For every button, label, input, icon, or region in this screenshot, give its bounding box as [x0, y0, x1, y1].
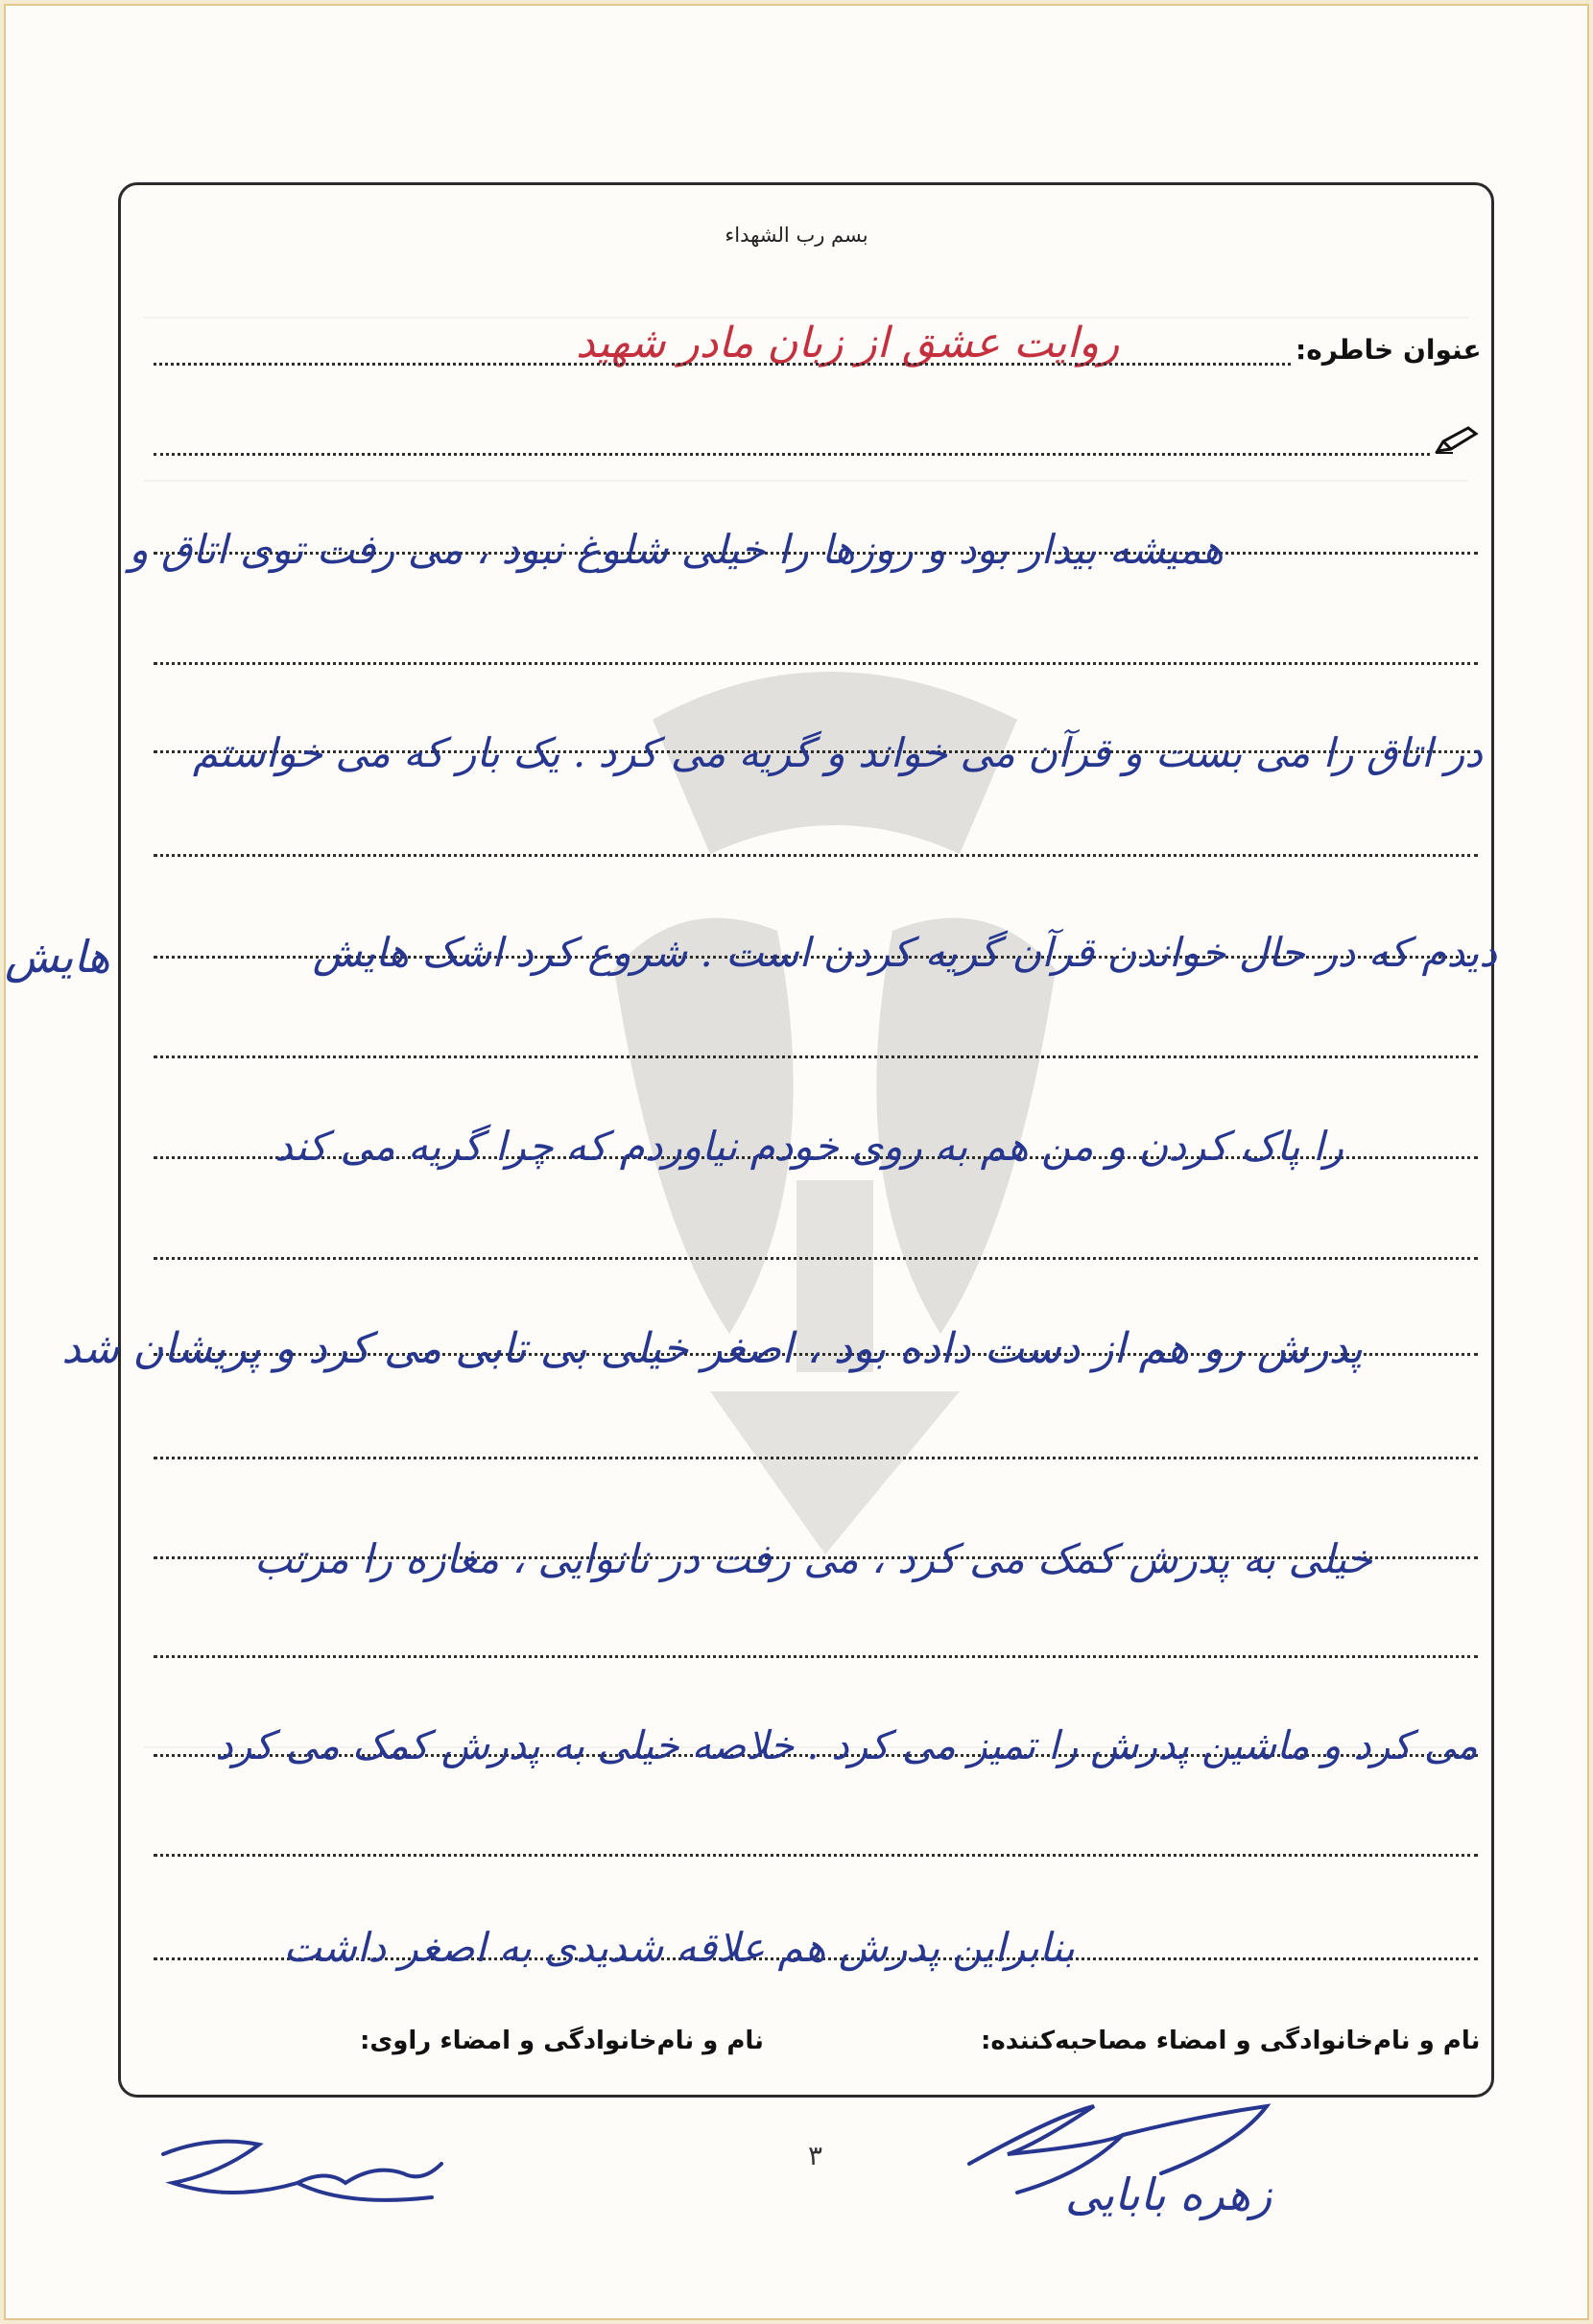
handwritten-line-7: می کرد و ماشین پدرش را تمیز می کرد . خلاصه خیلی به پدرش کمک می کرد — [215, 1722, 1478, 1768]
memory-title-label: عنوان خاطره: — [1296, 334, 1482, 366]
writing-line — [154, 1655, 1478, 1658]
handwritten-line-4: را پاک کردن و من هم به روی خودم نیاوردم که چرا گریه می کند — [274, 1123, 1343, 1170]
memory-title-value[interactable]: روایت عشق از زبان مادر شهید — [576, 319, 1120, 368]
pen-icon — [1434, 424, 1480, 455]
interviewer-signature-label: نام و نام‌خانوادگی و امضاء مصاحبه‌کننده: — [981, 2027, 1481, 2055]
handwritten-line-8: بنابراین پدرش هم علاقه شدیدی به اصغر داشت — [283, 1924, 1075, 1971]
writing-line — [154, 662, 1478, 665]
handwritten-line-1: همیشه بیدار بود و روزها را خیلی شلوغ نبود ، می رفت توی اتاق و — [129, 526, 1224, 573]
writing-line — [154, 854, 1478, 857]
writing-line — [154, 1854, 1478, 1857]
title-dotted-line — [154, 363, 1291, 366]
interviewer-signature-name: زهره بابایی — [1065, 2169, 1272, 2220]
writing-line — [154, 1055, 1478, 1058]
basmala-header: بسم رب الشهداء — [725, 224, 868, 247]
narrator-signature — [154, 2116, 461, 2212]
handwritten-line-6: خیلی به پدرش کمک می کرد ، می رفت در نانوایی ، مغازه را مرتب — [253, 1535, 1372, 1582]
margin-note: هایش — [5, 931, 110, 983]
page-number: ۳ — [808, 2140, 823, 2171]
narrator-signature-label: نام و نام‌خانوادگی و امضاء راوی: — [360, 2027, 764, 2055]
writing-line — [154, 1257, 1478, 1260]
handwritten-line-3: دیدم که در حال خواندن قرآن گریه کردن است . شروع کرد اشک هایش — [312, 929, 1497, 976]
writing-line — [154, 453, 1430, 456]
writing-line — [154, 1457, 1478, 1459]
handwritten-line-2: در اتاق را می بست و قرآن می خواند و گریه می کرد . یک بار که می خواستم — [192, 729, 1483, 776]
handwritten-line-5: پدرش رو هم از دست داده بود ، اصغر خیلی بی تابی می کرد و پریشان شد — [61, 1324, 1363, 1373]
